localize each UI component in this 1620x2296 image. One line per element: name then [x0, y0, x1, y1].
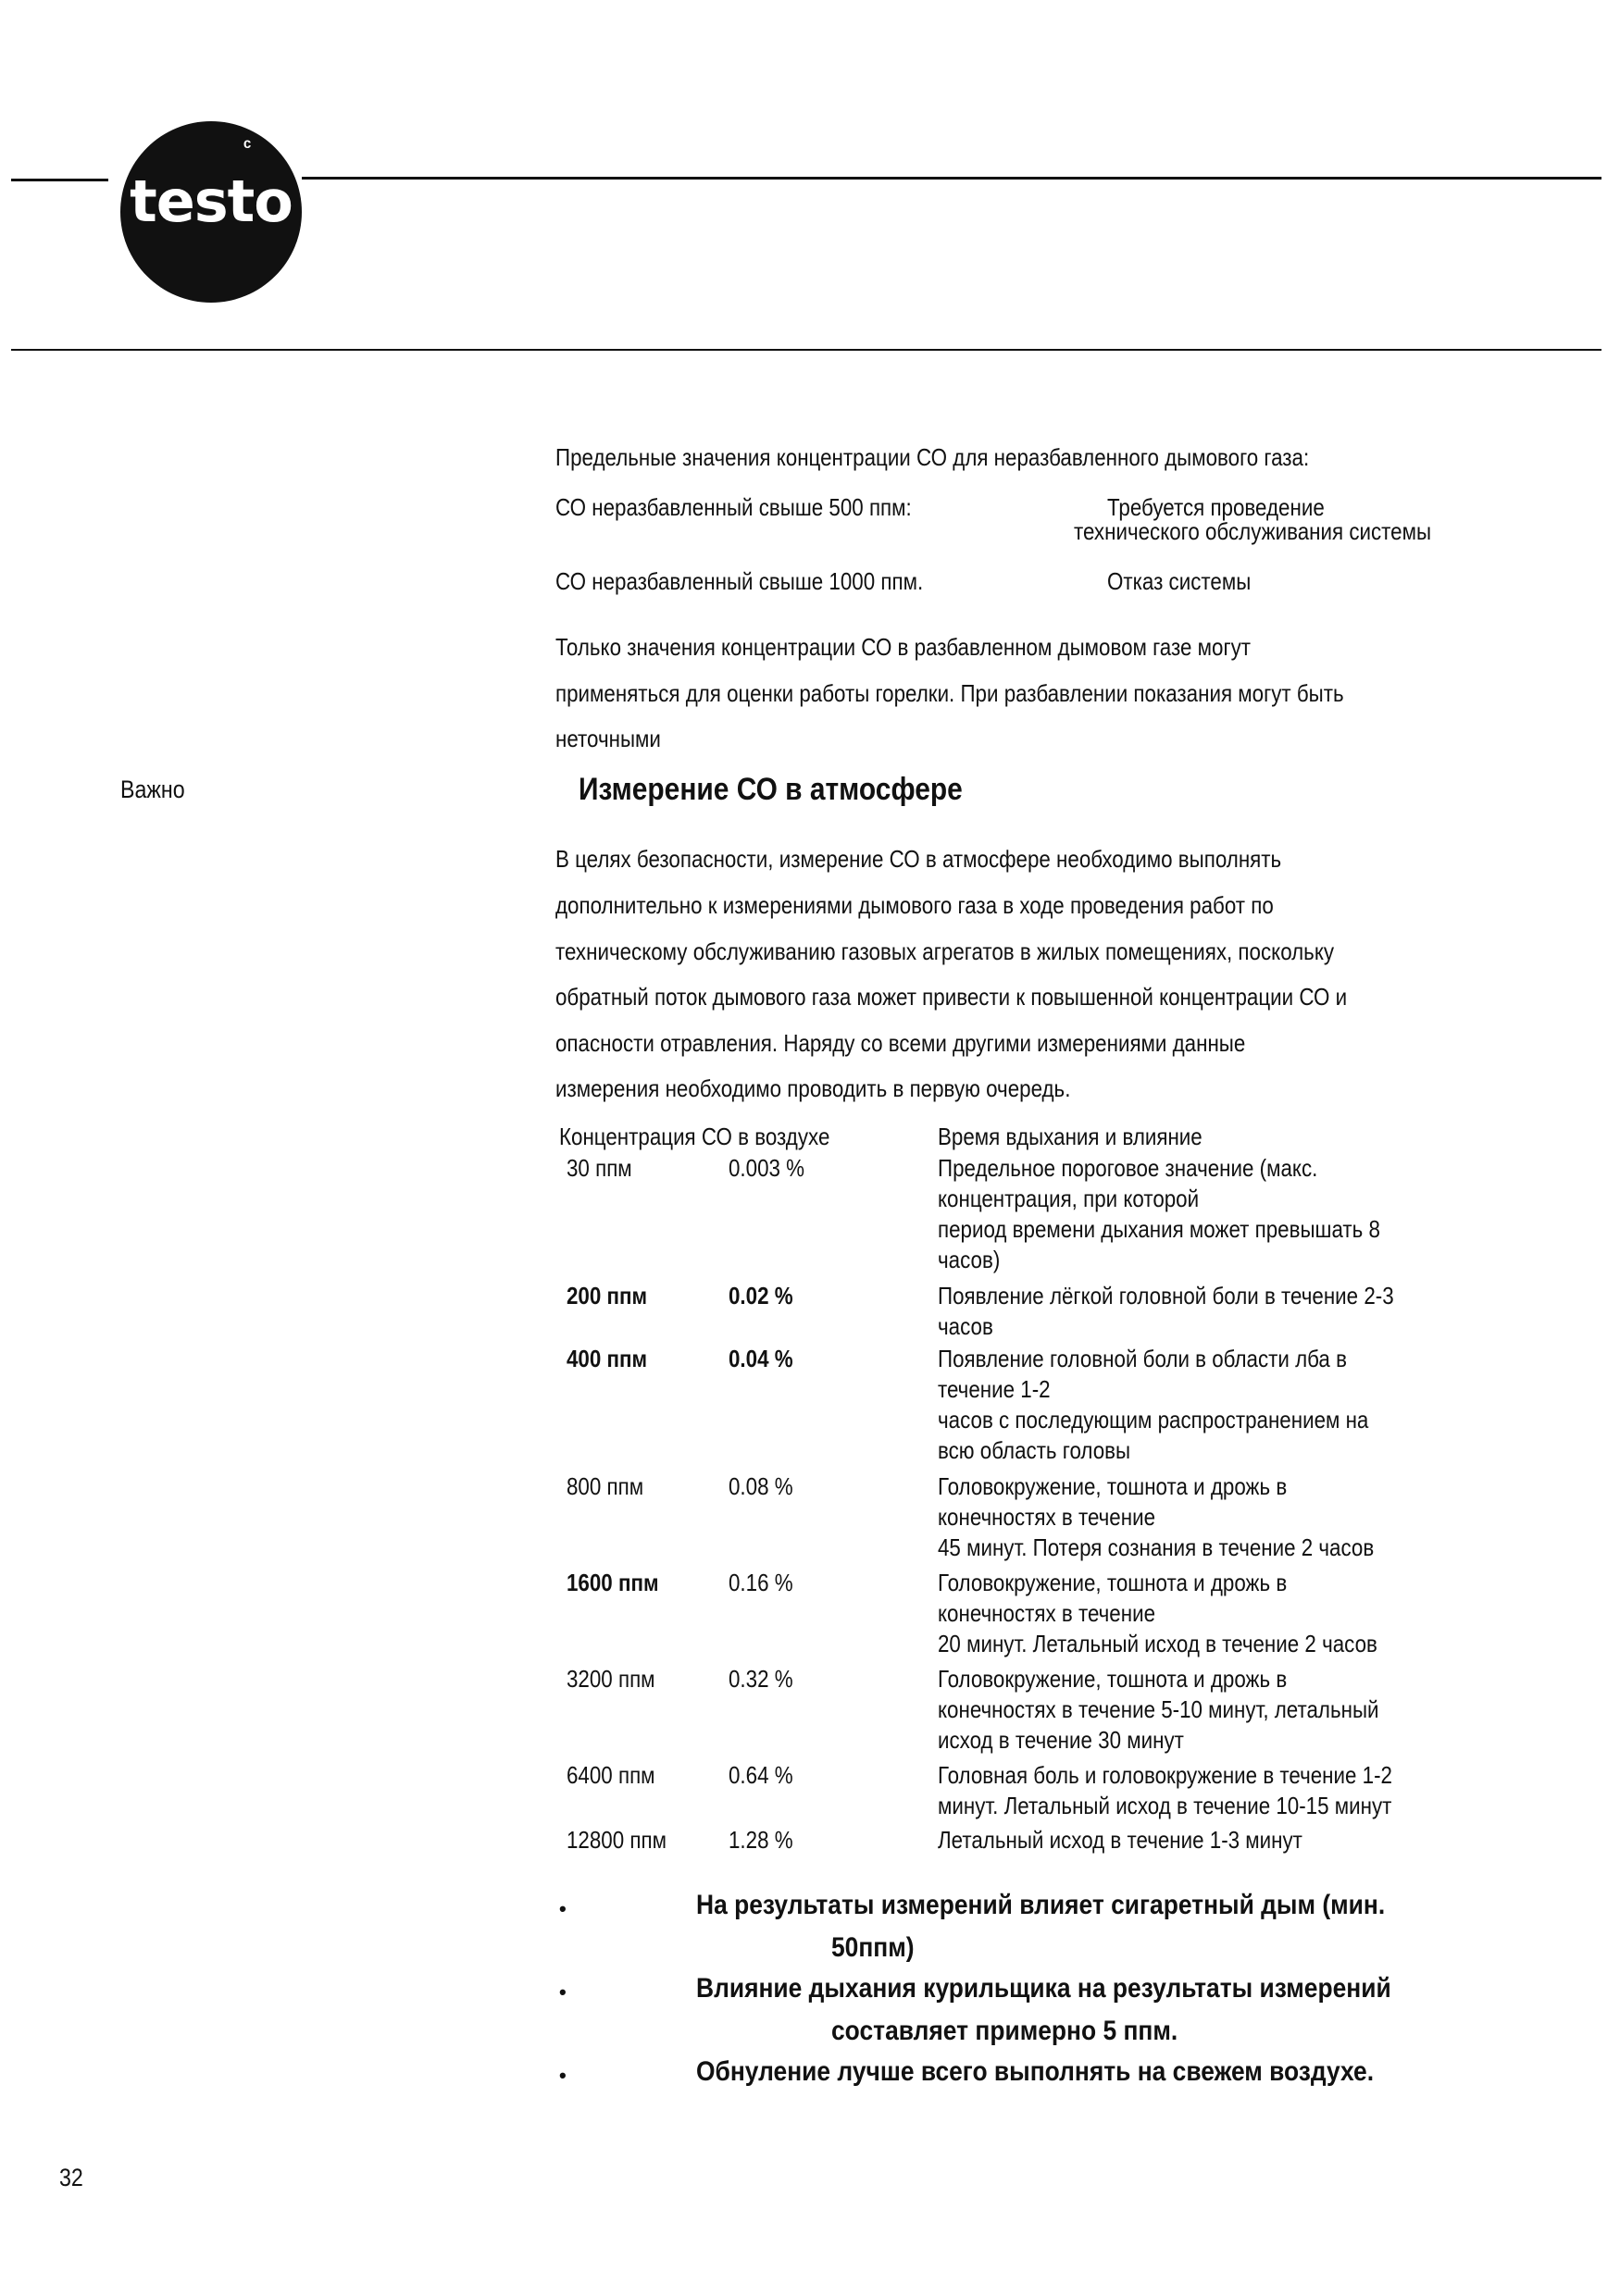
section-paragraph-line: техническому обслуживанию газовых агрегатов в жилых помещениях, поскольку: [555, 937, 1335, 965]
table-cell-ppm: 400 ппм: [567, 1345, 648, 1372]
effect-line: Головная боль и головокружение в течение 1-2: [938, 1761, 1392, 1789]
section-paragraph-line: измерения необходимо проводить в первую очередь.: [555, 1074, 1071, 1102]
table-cell-ppm: 30 ппм: [567, 1154, 632, 1182]
table-cell-effect: [938, 1568, 1462, 1659]
table-cell-ppm: 1600 ппм: [567, 1569, 659, 1596]
header-rule-left: [11, 179, 108, 181]
effect-line: 45 минут. Потеря сознания в течение 2 часов: [938, 1533, 1375, 1561]
table-cell-effect: [938, 1281, 1462, 1342]
bullet-text: Влияние дыхания курильщика на результаты измерений: [696, 1973, 1391, 2004]
effect-line: концентрация, при которой: [938, 1185, 1200, 1212]
table-cell-ppm: 200 ппм: [567, 1282, 648, 1309]
important-label: Важно: [120, 776, 185, 803]
page-number: 32: [59, 2164, 83, 2191]
header-divider: [11, 349, 1601, 351]
table-cell-effect: [938, 1760, 1462, 1821]
table-cell-ppm: 12800 ппм: [567, 1826, 667, 1854]
effect-line: конечностях в течение 5-10 минут, летальный: [938, 1695, 1379, 1723]
section-title: Измерение СО в атмосфере: [579, 772, 963, 807]
effect-line: Летальный исход в течение 1-3 минут: [938, 1826, 1302, 1854]
table-cell-ppm: 3200 ппм: [567, 1665, 655, 1693]
table-cell-ppm: 6400 ппм: [567, 1761, 655, 1789]
effect-line: период времени дыхания может превышать 8: [938, 1215, 1380, 1243]
effect-line: Головокружение, тошнота и дрожь в: [938, 1569, 1288, 1596]
table-cell-percent: 0.64 %: [729, 1761, 793, 1789]
testo-logo: [120, 121, 302, 303]
effect-line: Головокружение, тошнота и дрожь в: [938, 1472, 1288, 1500]
table-cell-effect: [938, 1153, 1462, 1275]
limit-condition-500: СО неразбавленный свыше 500 ппм:: [555, 493, 912, 521]
table-header-effect: Время вдыхания и влияние: [938, 1123, 1203, 1150]
bullet-text: составляет примерно 5 ппм.: [831, 2016, 1178, 2046]
section-paragraph-line: В целях безопасности, измерение СО в атмосфере необходимо выполнять: [555, 845, 1282, 873]
bullet-text: Обнуление лучше всего выполнять на свежем воздухе.: [696, 2056, 1375, 2087]
logo-text: testo: [130, 168, 293, 235]
bullet-text: 50ппм): [831, 1932, 915, 1963]
table-cell-percent: 0.16 %: [729, 1569, 793, 1596]
table-cell-effect: [938, 1825, 1462, 1855]
table-cell-percent: 0.04 %: [729, 1345, 793, 1372]
limits-intro: Предельные значения концентрации СО для неразбавленного дымового газа:: [555, 443, 1310, 471]
table-cell-percent: 1.28 %: [729, 1826, 793, 1854]
effect-line: часов: [938, 1312, 993, 1340]
effect-line: часов): [938, 1246, 1001, 1273]
table-cell-percent: 0.003 %: [729, 1154, 805, 1182]
section-paragraph-line: дополнительно к измерениями дымового газа в ходе проведения работ по: [555, 891, 1274, 919]
limit-action-500-line2: технического обслуживания системы: [1074, 517, 1432, 545]
limits-note-line: Только значения концентрации СО в разбавленном дымовом газе могут: [555, 633, 1252, 661]
limit-action-1000: Отказ системы: [1107, 567, 1252, 595]
limit-condition-1000: СО неразбавленный свыше 1000 ппм.: [555, 567, 924, 595]
effect-line: всю область головы: [938, 1436, 1131, 1464]
effect-line: 20 минут. Летальный исход в течение 2 часов: [938, 1630, 1377, 1657]
effect-line: исход в течение 30 минут: [938, 1726, 1184, 1754]
section-paragraph-line: опасности отравления. Наряду со всеми другими измерениями данные: [555, 1029, 1246, 1057]
logo-mark-icon: ᶜ: [243, 134, 252, 157]
table-cell-effect: [938, 1471, 1462, 1563]
effect-line: Появление лёгкой головной боли в течение 2-3: [938, 1282, 1394, 1309]
bullet-dot-icon: •: [559, 2064, 567, 2087]
effect-line: Появление головной боли в области лба в: [938, 1345, 1347, 1372]
limits-note-line: неточными: [555, 725, 661, 752]
table-cell-percent: 0.32 %: [729, 1665, 793, 1693]
limits-note-line: применяться для оценки работы горелки. При разбавлении показания могут быть: [555, 679, 1344, 707]
table-cell-percent: 0.02 %: [729, 1282, 793, 1309]
effect-line: конечностях в течение: [938, 1599, 1156, 1627]
effect-line: течение 1-2: [938, 1375, 1051, 1403]
effect-line: Предельное пороговое значение (макс.: [938, 1154, 1318, 1182]
effect-line: конечностях в течение: [938, 1503, 1156, 1531]
table-cell-ppm: 800 ппм: [567, 1472, 644, 1500]
table-cell-percent: 0.08 %: [729, 1472, 793, 1500]
section-paragraph-line: обратный поток дымового газа может привести к повышенной концентрации СО и: [555, 983, 1348, 1011]
effect-line: часов с последующим распространением на: [938, 1406, 1369, 1433]
table-cell-effect: [938, 1664, 1462, 1756]
header-rule-right: [302, 177, 1601, 180]
table-header-concentration: Концентрация СО в воздухе: [559, 1123, 830, 1150]
bullet-dot-icon: •: [559, 1980, 567, 2004]
effect-line: Головокружение, тошнота и дрожь в: [938, 1665, 1288, 1693]
effect-line: минут. Летальный исход в течение 10-15 минут: [938, 1792, 1392, 1819]
table-cell-effect: [938, 1344, 1462, 1466]
bullet-text: На результаты измерений влияет сигаретный дым (мин.: [696, 1890, 1386, 1920]
limit-action-500-line1: Требуется проведение: [1107, 493, 1325, 521]
bullet-dot-icon: •: [559, 1897, 567, 1920]
